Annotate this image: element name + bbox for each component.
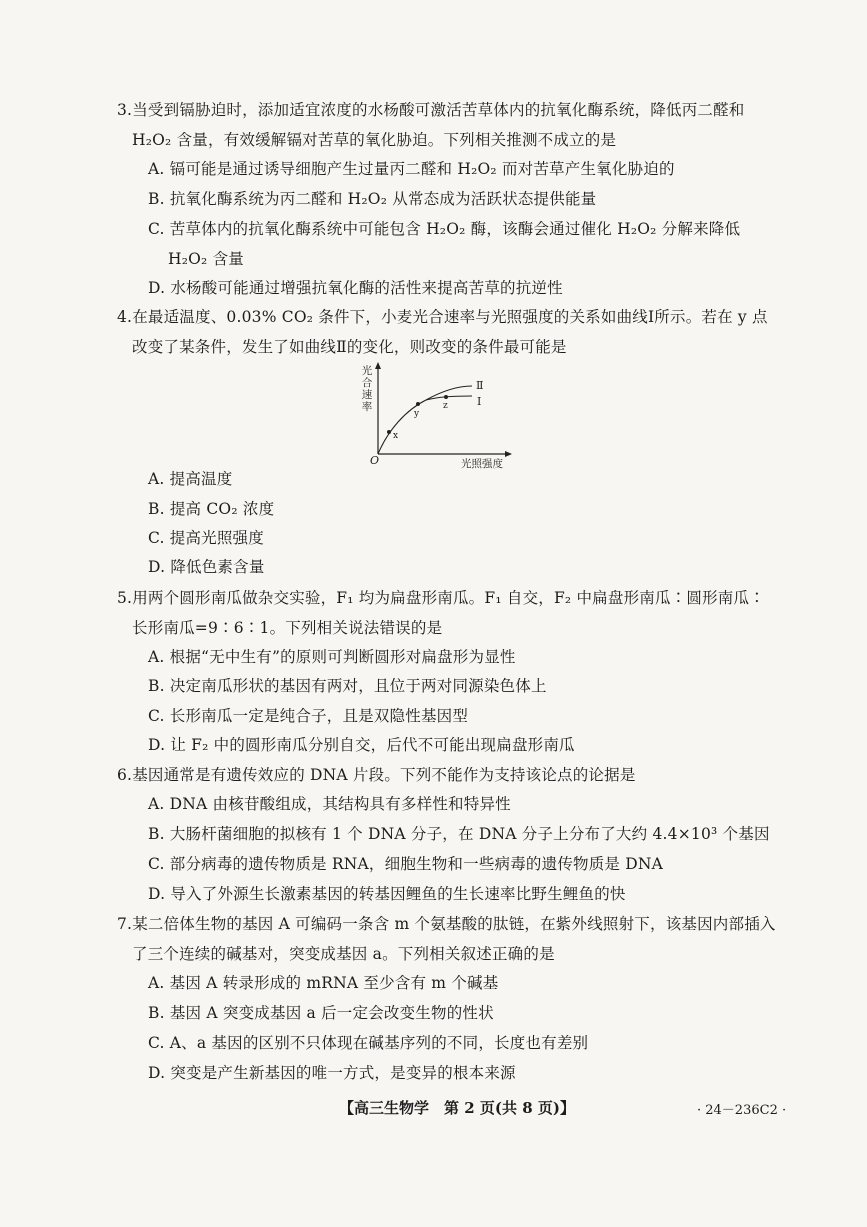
point-z-label: z: [443, 401, 448, 411]
x-axis-label: 光照强度: [461, 458, 503, 470]
origin-label: O: [370, 454, 380, 467]
page-footer-title: 【高三生物学 第 2 页(共 8 页)】: [339, 1099, 575, 1117]
q6-option-b: B. 大肠杆菌细胞的拟核有 1 个 DNA 分子，在 DNA 分子上分布了大约 4.4×10³ 个基因: [148, 825, 770, 843]
q4-option-c: C. 提高光照强度: [148, 529, 264, 547]
y-axis-label-char: 光: [361, 365, 373, 377]
q6-stem-line1: 6.基因通常是有遗传效应的 DNA 片段。下列不能作为支持该论点的论据是: [117, 766, 636, 784]
q3-option-c-line2: H₂O₂ 含量: [168, 250, 244, 268]
q7-option-b: B. 基因 A 突变成基因 a 后一定会改变生物的性状: [148, 1004, 494, 1022]
series-ii-label: Ⅱ: [476, 379, 484, 392]
q3-option-c-line1: C. 苦草体内的抗氧化酶系统中可能包含 H₂O₂ 酶，该酶会通过催化 H₂O₂ 分解来降低: [148, 220, 741, 238]
q4-option-b: B. 提高 CO₂ 浓度: [148, 500, 275, 518]
point-y-label: y: [414, 409, 420, 419]
photosynthesis-chart: [356, 360, 516, 470]
q4-stem-line1: 4.在最适温度、0.03% CO₂ 条件下，小麦光合速率与光照强度的关系如曲线Ⅰ所示。若在 y 点: [117, 308, 768, 326]
y-axis-label-char: 合: [361, 377, 373, 389]
q5-stem-line1: 5.用两个圆形南瓜做杂交实验，F₁ 均为扁盘形南瓜。F₁ 自交，F₂ 中扁盘形南瓜∶圆形南瓜∶: [117, 589, 765, 607]
q3-option-a: A. 镉可能是通过诱导细胞产生过量丙二醛和 H₂O₂ 而对苦草产生氧化胁迫的: [148, 160, 675, 178]
point-z: [444, 395, 448, 399]
q5-option-a: A. 根据“无中生有”的原则可判断圆形对扁盘形为显性: [148, 648, 516, 666]
q7-option-a: A. 基因 A 转录形成的 mRNA 至少含有 m 个碱基: [148, 974, 499, 992]
point-x: [387, 430, 391, 434]
q4-stem-line2: 改变了某条件，发生了如曲线Ⅱ的变化，则改变的条件最可能是: [132, 338, 567, 356]
series-i-label: Ⅰ: [477, 395, 482, 408]
q5-stem-line2: 长形南瓜=9∶6∶1。下列相关说法错误的是: [132, 619, 443, 637]
point-y: [416, 402, 420, 406]
q7-option-c: C. A、a 基因的区别不只体现在碱基序列的不同，长度也有差别: [148, 1034, 589, 1052]
q7-option-d: D. 突变是产生新基因的唯一方式，是变异的根本来源: [148, 1064, 516, 1082]
q3-option-d: D. 水杨酸可能通过增强抗氧化酶的活性来提高苦草的抗逆性: [148, 279, 563, 297]
q4-option-a: A. 提高温度: [148, 470, 233, 488]
q3-option-b: B. 抗氧化酶系统为丙二醛和 H₂O₂ 从常态成为活跃状态提供能量: [148, 190, 597, 208]
page-footer-code: · 24－236C2 ·: [697, 1103, 787, 1118]
x-axis-arrow: [505, 451, 512, 457]
q7-stem-line1: 7.某二倍体生物的基因 A 可编码一条含 m 个氨基酸的肽链，在紫外线照射下，该基因内部插入: [117, 915, 776, 933]
q6-option-d: D. 导入了外源生长激素基因的转基因鲤鱼的生长速率比野生鲤鱼的快: [148, 885, 626, 903]
q3-stem-line1: 3.当受到镉胁迫时，添加适宜浓度的水杨酸可激活苦草体内的抗氧化酶系统，降低丙二醛和: [117, 101, 745, 119]
q3-stem-line2: H₂O₂ 含量，有效缓解镉对苦草的氧化胁迫。下列相关推测不成立的是: [132, 131, 617, 149]
y-axis-label-char: 速: [361, 389, 373, 401]
point-x-label: x: [393, 431, 399, 441]
q6-option-a: A. DNA 由核苷酸组成，其结构具有多样性和特异性: [148, 795, 511, 813]
q7-stem-line2: 了三个连续的碱基对，突变成基因 a。下列相关叙述正确的是: [132, 945, 555, 963]
y-axis-arrow: [375, 362, 381, 369]
q5-option-b: B. 决定南瓜形状的基因有两对，且位于两对同源染色体上: [148, 677, 547, 695]
y-axis-label: [362, 364, 373, 413]
y-axis-label-char: 率: [361, 401, 373, 413]
q5-option-d: D. 让 F₂ 中的圆形南瓜分别自交，后代不可能出现扁盘形南瓜: [148, 736, 575, 754]
q5-option-c: C. 长形南瓜一定是纯合子，且是双隐性基因型: [148, 707, 469, 725]
q6-option-c: C. 部分病毒的遗传物质是 RNA，细胞生物和一些病毒的遗传物质是 DNA: [148, 855, 664, 873]
q4-option-d: D. 降低色素含量: [148, 558, 265, 576]
